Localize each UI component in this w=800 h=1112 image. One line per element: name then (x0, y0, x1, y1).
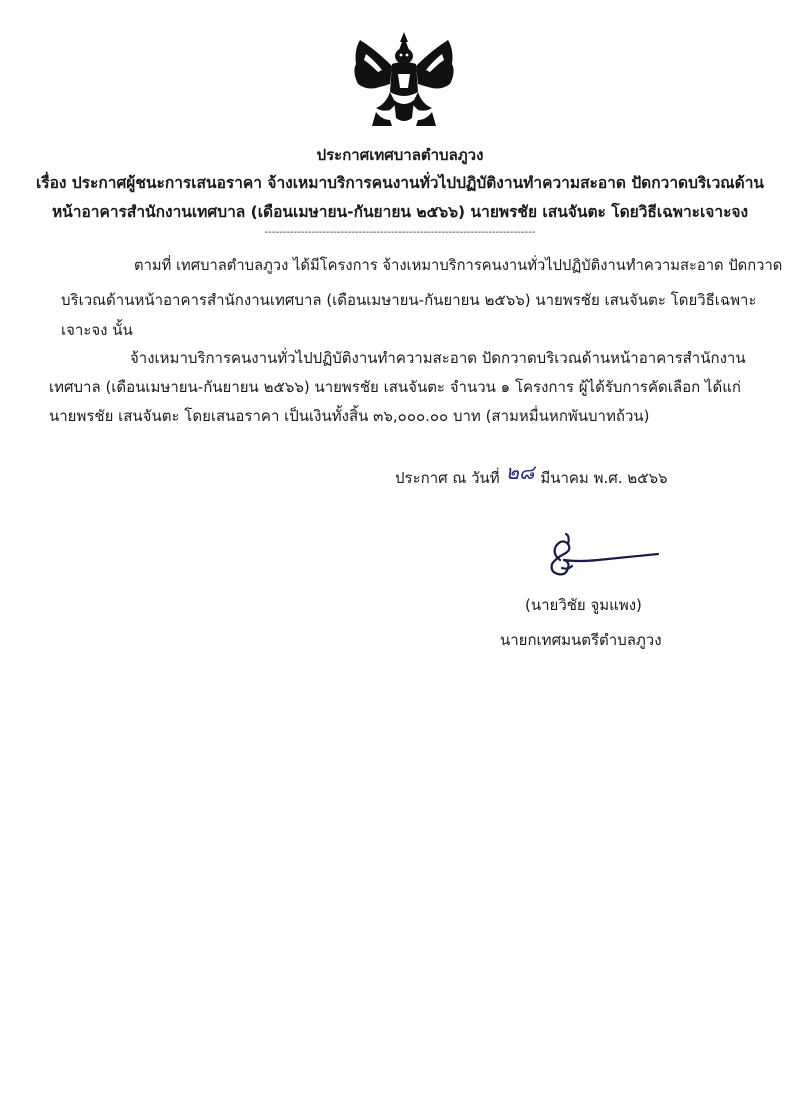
subject-line-2: หน้าอาคารสำนักงานเทศบาล (เดือนเมษายน-กันยายน ๒๕๖๖) นายพรชัย เสนจันตะ โดยวิธีเฉพาะเจาะจง (51, 203, 749, 221)
paragraph2-line3: นายพรชัย เสนจันตะ โดยเสนอราคา เป็นเงินทั้งสิ้น ๓๖,๐๐๐.๐๐ บาท (สามหมื่นหกพันบาทถ้วน) (49, 407, 650, 425)
paragraph2-line2: เทศบาล (เดือนเมษายน-กันยายน ๒๕๖๖) นายพรชัย เสนจันตะ จำนวน ๑ โครงการ ผู้ได้รับการคัดเลือก ได้แก่ (49, 378, 741, 396)
signer-name: (นายวิชัย จูมแพง) (525, 596, 642, 614)
announcement-date (395, 460, 668, 492)
paragraph2-line1: จ้างเหมาบริการคนงานทั่วไปปฏิบัติงานทำความสะอาด ปัดกวาดบริเวณด้านหน้าอาคารสำนักงาน (130, 349, 746, 367)
paragraph1-line3: เจาะจง นั้น (61, 321, 133, 339)
garuda-emblem-icon (346, 30, 462, 130)
signature-mark (538, 530, 662, 580)
signer-title: นายกเทศมนตรีตำบลภูวง (500, 631, 662, 649)
paragraph1-line2: บริเวณด้านหน้าอาคารสำนักงานเทศบาล (เดือนเมษายน-กันยายน ๒๕๖๖) นายพรชัย เสนจันตะ โดยวิธีเฉพาะ (61, 291, 757, 309)
subject-line-1: เรื่อง ประกาศผู้ชนะการเสนอราคา จ้างเหมาบริการคนงานทั่วไปปฏิบัติงานทำความสะอาด ปัดกวาดบริเวณด้าน (35, 174, 765, 192)
paragraph1-line1: ตามที่ เทศบาลตำบลภูวง ได้มีโครงการ จ้างเหมาบริการคนงานทั่วไปปฏิบัติงานทำความสะอาด ปัดกวาด (134, 257, 783, 274)
divider-line: --------------------------------------------------------------------------- (264, 227, 536, 238)
date-prefix: ประกาศ ณ วันที่ (395, 469, 500, 487)
date-suffix: มีนาคม พ.ศ. ๒๕๖๖ (540, 469, 668, 487)
date-day-handwritten: ๒๘ (505, 460, 535, 484)
announcer-heading: ประกาศเทศบาลตำบลภูวง (316, 146, 484, 164)
